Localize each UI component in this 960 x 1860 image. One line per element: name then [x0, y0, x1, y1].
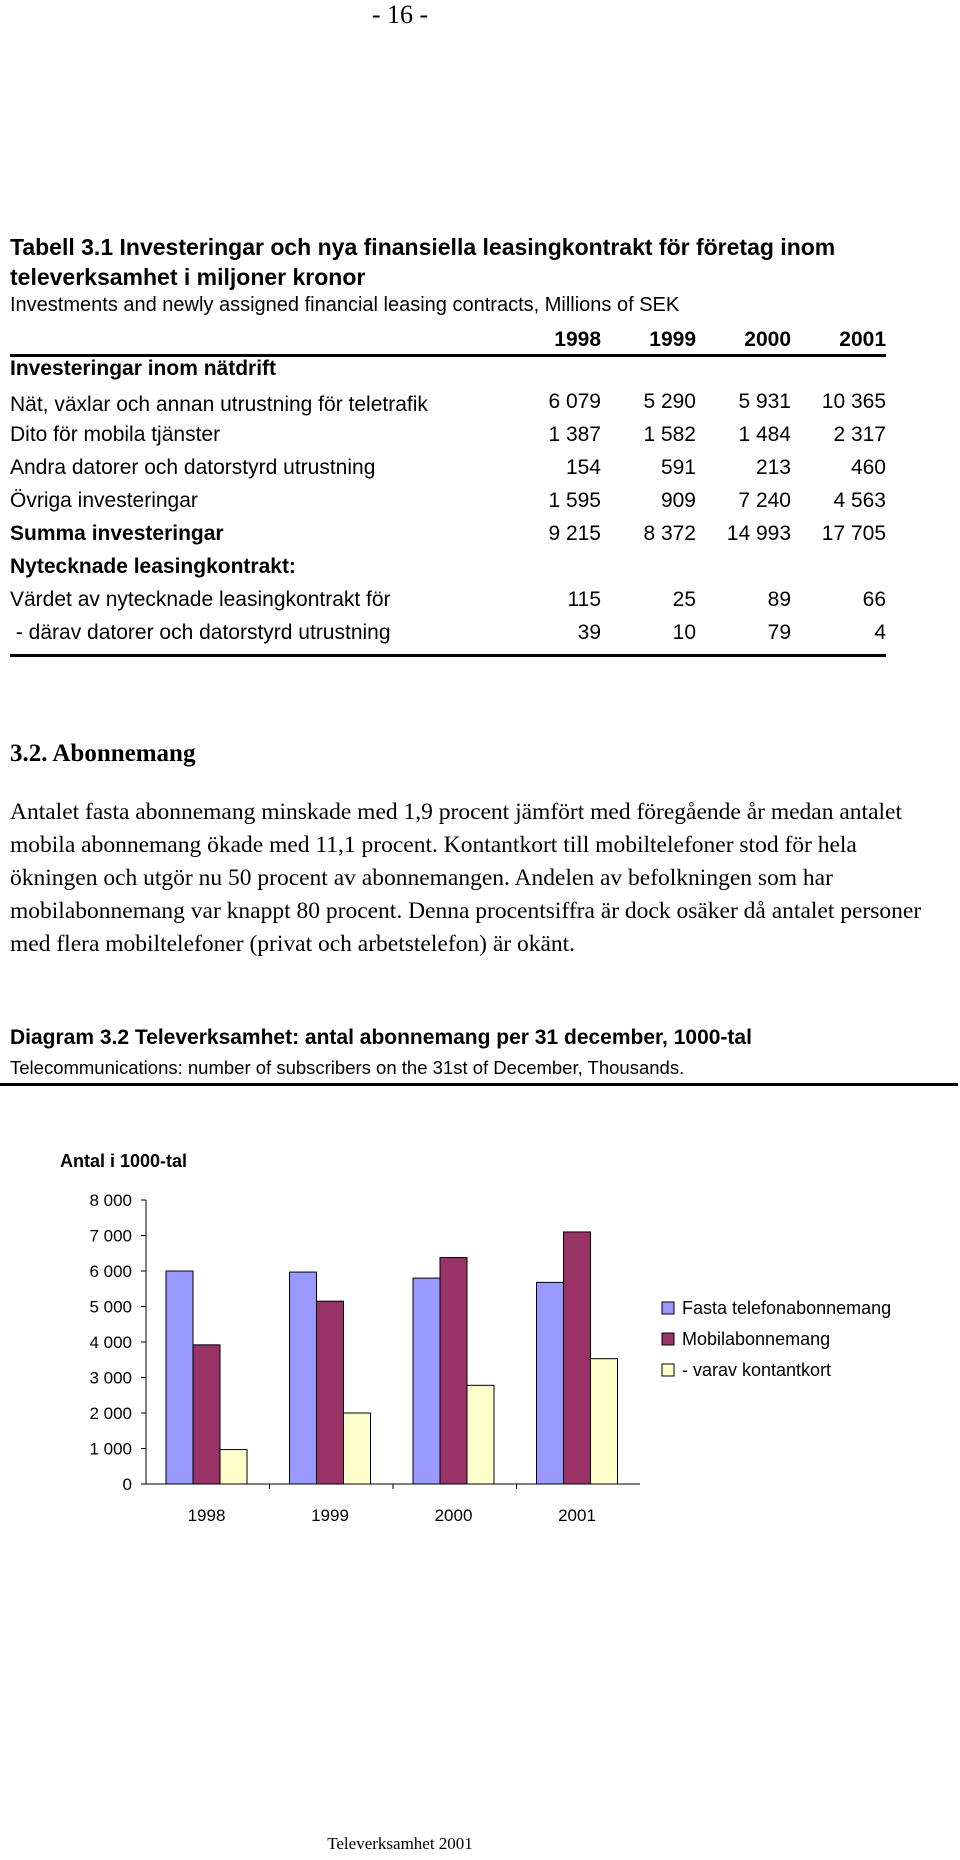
x-tick-label: 2000: [434, 1506, 473, 1525]
bar-mobile: [440, 1258, 467, 1484]
cell-value: 7 240: [738, 489, 791, 512]
cell-value: 79: [696, 621, 791, 656]
year-header: 1998: [506, 322, 601, 356]
table-header-blank: [10, 322, 506, 356]
total-row: [10, 522, 886, 555]
y-tick-label: 3 000: [89, 1368, 132, 1388]
row-label: Övriga investeringar: [10, 489, 198, 512]
diagram-rule: [0, 1083, 958, 1086]
table-subtitle: Investments and newly assigned financial leasing contracts, Millions of SEK: [10, 294, 680, 316]
row-label: - därav datorer och datorstyrd utrustning: [10, 621, 506, 656]
legend-label: Fasta telefonabonnemang: [682, 1298, 892, 1318]
bar-fixed: [166, 1271, 193, 1484]
row-label: Andra datorer och datorstyrd utrustning: [10, 456, 376, 479]
legend-label: Mobilabonnemang: [682, 1329, 831, 1349]
footer: Televerksamhet 2001: [327, 1834, 473, 1853]
cell-value: 115: [567, 588, 601, 611]
diagram-subtitle: Telecommunications: number of subscribers on the 31st of December, Thousands.: [10, 1057, 685, 1078]
y-tick-label: 0: [122, 1475, 132, 1494]
y-tick-label: 5 000: [89, 1297, 132, 1317]
subscribers-bar-chart: [0, 1140, 960, 1540]
page-number: - 16 -: [371, 0, 429, 29]
y-tick-label: 6 000: [89, 1262, 132, 1281]
table-header-row: [10, 322, 886, 356]
table-row: [10, 621, 886, 656]
table-row: [10, 588, 886, 621]
y-tick-label: 7 000: [89, 1226, 132, 1246]
table-row: [10, 489, 886, 522]
investment-table: [10, 322, 886, 657]
table-row: [10, 423, 886, 456]
cell-value: 460: [850, 456, 886, 479]
bars: [166, 1232, 618, 1484]
bar-prepaid: [591, 1359, 618, 1484]
cell-value: 2 317: [833, 423, 886, 446]
section-label: Investeringar inom nätdrift: [10, 357, 277, 380]
cell-value: 5 931: [738, 390, 791, 413]
cell-value: 1 582: [643, 423, 696, 446]
cell-value: 25: [672, 588, 696, 611]
y-tick-label: 8 000: [89, 1191, 132, 1210]
cell-value: 4 563: [833, 489, 886, 512]
table-title: Tabell 3.1 Investeringar och nya finansiella leasingkontrakt för företag inom televerksamhet i miljoner kronor: [10, 234, 836, 290]
year-header: 2001: [791, 322, 886, 356]
row-label: Dito för mobila tjänster: [10, 423, 221, 446]
diagram-title: Diagram 3.2 Televerksamhet: antal abonnemang per 31 december, 1000-tal: [10, 1026, 752, 1049]
cell-value: 909: [660, 489, 696, 512]
cell-value: 66: [862, 588, 886, 611]
cell-value: 1 595: [548, 489, 601, 512]
cell-value: 4: [791, 621, 886, 656]
cell-value: 39: [506, 621, 601, 656]
cell-value: 213: [755, 456, 791, 479]
cell-value: 10 365: [821, 390, 886, 413]
row-label: Nät, växlar och annan utrustning för teletrafik: [10, 393, 428, 416]
cell-value: 1 484: [738, 423, 791, 446]
section-row: [10, 555, 886, 588]
y-axis: [89, 1191, 146, 1494]
bar-fixed: [413, 1278, 440, 1484]
section-label: Nytecknade leasingkontrakt:: [10, 555, 296, 578]
legend-swatch: [662, 1364, 674, 1376]
y-tick-label: 1 000: [89, 1439, 132, 1459]
table-row: [10, 456, 886, 489]
year-header: 2000: [696, 322, 791, 356]
section-body: [10, 796, 950, 961]
x-tick-label: 2001: [558, 1506, 596, 1525]
bar-prepaid: [467, 1385, 494, 1484]
cell-value: 6 079: [548, 390, 601, 413]
legend: [662, 1298, 891, 1380]
bar-mobile: [564, 1232, 591, 1484]
total-value: 9 215: [548, 522, 601, 545]
y-tick-label: 2 000: [89, 1404, 132, 1423]
section-row: [10, 356, 886, 391]
total-label: Summa investeringar: [10, 522, 224, 545]
bar-prepaid: [344, 1413, 371, 1484]
bar-prepaid: [220, 1450, 247, 1484]
cell-value: 591: [660, 456, 696, 479]
row-label: Värdet av nytecknade leasingkontrakt för: [10, 588, 391, 611]
total-value: 8 372: [643, 522, 696, 545]
section-heading: 3.2. Abonnemang: [10, 740, 196, 767]
bar-mobile: [193, 1345, 220, 1484]
y-tick-label: 4 000: [89, 1333, 132, 1352]
legend-label: - varav kontantkort: [682, 1360, 832, 1380]
legend-swatch: [662, 1333, 674, 1345]
legend-swatch: [662, 1302, 674, 1314]
total-value: 14 993: [726, 522, 791, 545]
body-paragraph: Antalet fasta abonnemang minskade med 1,9 procent jämfört med föregående år medan antalet mobila abonnemang ökade med 11,1 procent. Kontantkort till mobiltelefoner stod för hela ökningen och utgör nu 50 procent av abonnemangen. Andelen av befolkningen som har mobilabonnemang var knappt 80 procent. Denna procentsiffra är dock osäker då antalet personer med flera mobiltelefoner (privat och arbetstelefon) är okänt.: [10, 799, 922, 957]
table-row: [10, 390, 886, 423]
cell-value: 89: [767, 588, 791, 611]
bar-fixed: [290, 1272, 317, 1484]
year-header: 1999: [601, 322, 696, 356]
bar-fixed: [537, 1282, 564, 1484]
x-tick-label: 1999: [311, 1506, 349, 1525]
cell-value: 5 290: [643, 390, 696, 413]
total-value: 17 705: [821, 522, 886, 545]
cell-value: 1 387: [548, 423, 601, 446]
bar-mobile: [317, 1301, 344, 1484]
cell-value: 10: [601, 621, 696, 656]
x-tick-label: 1998: [187, 1506, 226, 1525]
cell-value: 154: [565, 456, 601, 479]
y-axis-title: Antal i 1000-tal: [60, 1151, 188, 1171]
x-axis: [146, 1484, 640, 1525]
